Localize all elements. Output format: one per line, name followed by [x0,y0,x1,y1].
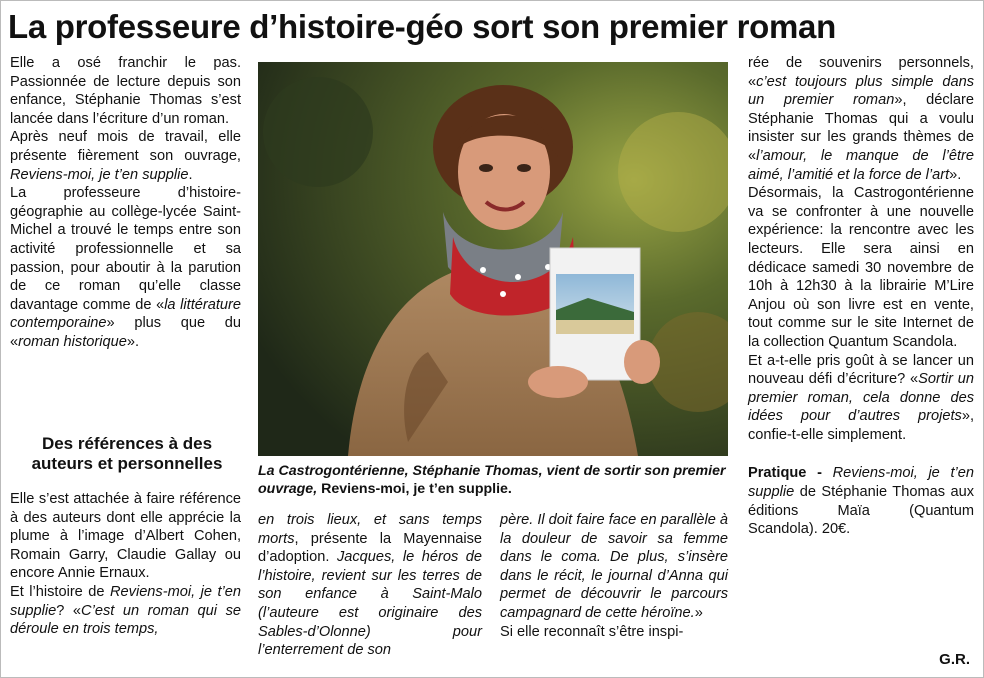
paragraph-intro: Elle a osé franchir le pas. Passionnée de lecture depuis son enfance, Stéphanie Thomas s’est lancée dans l’écriture d’un roman. [10,55,241,127]
column-1-lower [10,490,241,639]
column-2 [258,511,482,660]
paragraph-references: Elle s’est attachée à faire référence à des auteurs dont elle apprécie la plume à l’image d’Albert Cohen, Romain Garry, Claudie Gallay ou encore Annie Ernaux. [10,491,241,582]
author-signature: G.R. [939,651,970,668]
photo-caption: La Castrogontérienne, Stéphanie Thomas, vient de sortir son premier ouvrage, Reviens-moi, je t’en supplie. [258,463,726,497]
paragraph-future: Et a-t-elle pris goût à se lancer un nouveau défi d’écriture? «Sortir un premier roman, cela donne des idées pour d’autres projets», confie-t-elle simplement. [748,352,975,443]
paragraph-story-continued: en trois lieux, et sans temps morts, présente la Mayennaise d’adoption. Jacques, le héros de l’histoire, revient sur les terres de son enfance à Saint-Malo (l’auteure est originaire des Sables-d’Olonne) pour l’enterrement de son [258,512,483,659]
author-photo-illustration [258,62,728,456]
author-photo [258,62,728,456]
paragraph-themes: rée de souvenirs personnels, «c’est toujours plus simple dans un premier roman», déclare Stéphanie Thomas qui a voulu insister sur les grands thèmes de «l’amour, le manque de l’être aimé, l’amitié et la force de l’art». [748,55,974,183]
paragraph-plot: père. Il doit faire face en parallèle à la douleur de savoir sa femme dans le coma. De plus, s’insère dans le récit, le journal d’Anna qui permet de découvrir le parcours campagnard de cette héroïne.» [500,512,728,621]
column-4 [748,54,974,539]
paragraph-pratique: Pratique - Reviens-moi, je t’en supplie de Stéphanie Thomas aux éditions Maïa (Quantum Scandola). 20€. [748,465,975,538]
paragraph-work: Après neuf mois de travail, elle présente fièrement son ouvrage, Reviens-moi, je t’en supplie. [10,129,241,183]
paragraph-inspiration: Si elle reconnaît s’être inspi- [500,623,684,640]
book-title: Reviens-moi, je t’en supplie [10,166,189,183]
column-3 [500,511,728,641]
pratique-label: Pratique - [748,465,833,482]
caption-book-title: Reviens-moi, je t’en supplie. [321,481,512,497]
subheading: Des références à des auteurs et personnelles [31,434,223,473]
paragraph-signing: Désormais, la Castrogontérienne va se confronter à une nouvelle expérience: la rencontre avec les lecteurs. Elle sera ainsi en dédicace samedi 30 novembre de 10h à 12h30 à la librairie M’Lire Anjou où son livre est en vente, tout comme sur le site Internet de la collection Quantum Scandola. [748,185,974,350]
article-headline: La professeure d’histoire-géo sort son premier roman [8,8,836,45]
paragraph-story: Et l’histoire de Reviens-moi, je t’en supplie? «C’est un roman qui se déroule en trois temps, [10,583,242,638]
paragraph-teacher: La professeure d’histoire-géographie au collège-lycée Saint-Michel a trouvé le temps entre son activité professionnelle et sa passion, pour aboutir à la parution de ce roman qu’elle classe davantage comme de «la littérature contemporaine» plus que du «roman historique». [10,185,241,350]
column-1 [10,54,241,352]
